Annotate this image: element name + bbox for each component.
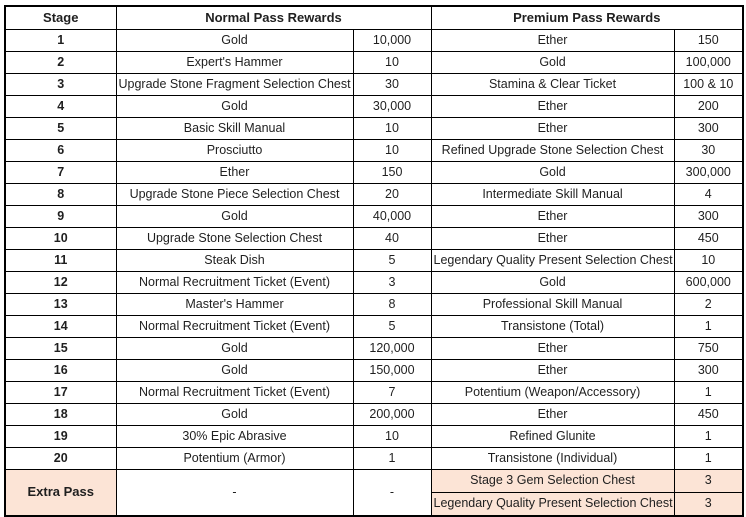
stage-cell: 4 [5, 96, 116, 118]
premium-item-cell: Gold [431, 52, 674, 74]
premium-item-cell: Ether [431, 30, 674, 52]
premium-item-cell: Ether [431, 404, 674, 426]
stage-cell: 11 [5, 250, 116, 272]
extra-normal-item-cell: - [116, 470, 353, 517]
premium-qty-cell: 100,000 [674, 52, 743, 74]
normal-qty-cell: 40 [353, 228, 431, 250]
premium-qty-cell: 1 [674, 426, 743, 448]
normal-item-cell: Gold [116, 30, 353, 52]
normal-qty-cell: 20 [353, 184, 431, 206]
premium-item-cell: Ether [431, 206, 674, 228]
table-row-stage-8 [5, 184, 743, 206]
stage-cell: 15 [5, 338, 116, 360]
table-row-stage-11 [5, 250, 743, 272]
normal-qty-cell: 40,000 [353, 206, 431, 228]
normal-qty-cell: 1 [353, 448, 431, 470]
table-row-stage-3 [5, 74, 743, 96]
table-row-stage-14 [5, 316, 743, 338]
premium-qty-cell: 300 [674, 360, 743, 382]
premium-qty-cell: 450 [674, 404, 743, 426]
normal-item-cell: Gold [116, 338, 353, 360]
normal-qty-cell: 10 [353, 52, 431, 74]
normal-qty-cell: 10 [353, 426, 431, 448]
table-row-stage-7 [5, 162, 743, 184]
premium-item-cell: Professional Skill Manual [431, 294, 674, 316]
premium-qty-cell: 1 [674, 382, 743, 404]
extra-normal-qty-cell: - [353, 470, 431, 517]
table-row-stage-16 [5, 360, 743, 382]
table-row-stage-1 [5, 30, 743, 52]
stage-cell: 3 [5, 74, 116, 96]
table-row-stage-4 [5, 96, 743, 118]
extra-premium-item-cell: Legendary Quality Present Selection Chest [431, 493, 674, 517]
extra-premium-qty-cell: 3 [674, 493, 743, 517]
stage-cell: 6 [5, 140, 116, 162]
table-row-stage-5 [5, 118, 743, 140]
header-normal-rewards: Normal Pass Rewards [116, 6, 431, 30]
table-row-stage-19 [5, 426, 743, 448]
stage-cell: 17 [5, 382, 116, 404]
normal-item-cell: Normal Recruitment Ticket (Event) [116, 382, 353, 404]
normal-qty-cell: 10,000 [353, 30, 431, 52]
normal-qty-cell: 200,000 [353, 404, 431, 426]
stage-cell: 14 [5, 316, 116, 338]
premium-qty-cell: 1 [674, 316, 743, 338]
normal-item-cell: Expert's Hammer [116, 52, 353, 74]
extra-premium-qty-cell: 3 [674, 470, 743, 493]
pass-rewards-table [4, 5, 744, 517]
premium-item-cell: Gold [431, 272, 674, 294]
premium-item-cell: Gold [431, 162, 674, 184]
premium-item-cell: Ether [431, 96, 674, 118]
table-row-stage-18 [5, 404, 743, 426]
premium-item-cell: Legendary Quality Present Selection Chest [431, 250, 674, 272]
stage-cell: 13 [5, 294, 116, 316]
normal-item-cell: Ether [116, 162, 353, 184]
table-row-stage-20 [5, 448, 743, 470]
normal-qty-cell: 5 [353, 250, 431, 272]
normal-qty-cell: 7 [353, 382, 431, 404]
extra-premium-item-cell: Stage 3 Gem Selection Chest [431, 470, 674, 493]
premium-qty-cell: 300,000 [674, 162, 743, 184]
table-row-stage-9 [5, 206, 743, 228]
premium-item-cell: Potentium (Weapon/Accessory) [431, 382, 674, 404]
premium-qty-cell: 100 & 10 [674, 74, 743, 96]
premium-qty-cell: 750 [674, 338, 743, 360]
normal-item-cell: Master's Hammer [116, 294, 353, 316]
premium-item-cell: Transistone (Individual) [431, 448, 674, 470]
normal-item-cell: Basic Skill Manual [116, 118, 353, 140]
normal-item-cell: Upgrade Stone Selection Chest [116, 228, 353, 250]
premium-qty-cell: 200 [674, 96, 743, 118]
normal-item-cell: Normal Recruitment Ticket (Event) [116, 316, 353, 338]
premium-qty-cell: 10 [674, 250, 743, 272]
premium-qty-cell: 4 [674, 184, 743, 206]
premium-qty-cell: 30 [674, 140, 743, 162]
premium-item-cell: Stamina & Clear Ticket [431, 74, 674, 96]
table-header [5, 6, 743, 30]
normal-item-cell: Steak Dish [116, 250, 353, 272]
stage-cell: 9 [5, 206, 116, 228]
normal-item-cell: Prosciutto [116, 140, 353, 162]
normal-qty-cell: 30,000 [353, 96, 431, 118]
table-row-stage-17 [5, 382, 743, 404]
normal-item-cell: Gold [116, 404, 353, 426]
table-row-stage-6 [5, 140, 743, 162]
stage-cell: 8 [5, 184, 116, 206]
normal-item-cell: Gold [116, 96, 353, 118]
premium-item-cell: Refined Upgrade Stone Selection Chest [431, 140, 674, 162]
normal-qty-cell: 10 [353, 118, 431, 140]
table-row-stage-13 [5, 294, 743, 316]
stage-cell: 20 [5, 448, 116, 470]
normal-item-cell: Upgrade Stone Piece Selection Chest [116, 184, 353, 206]
premium-item-cell: Ether [431, 338, 674, 360]
extra-pass-row-1 [5, 470, 743, 493]
header-row [5, 6, 743, 30]
header-premium-rewards: Premium Pass Rewards [431, 6, 743, 30]
normal-qty-cell: 5 [353, 316, 431, 338]
extra-pass-label: Extra Pass [5, 470, 116, 517]
premium-qty-cell: 600,000 [674, 272, 743, 294]
stage-cell: 18 [5, 404, 116, 426]
premium-qty-cell: 300 [674, 118, 743, 140]
stage-cell: 7 [5, 162, 116, 184]
normal-item-cell: Normal Recruitment Ticket (Event) [116, 272, 353, 294]
normal-qty-cell: 150,000 [353, 360, 431, 382]
normal-item-cell: Potentium (Armor) [116, 448, 353, 470]
stage-cell: 1 [5, 30, 116, 52]
premium-item-cell: Ether [431, 118, 674, 140]
premium-qty-cell: 450 [674, 228, 743, 250]
table-row-stage-15 [5, 338, 743, 360]
normal-item-cell: Upgrade Stone Fragment Selection Chest [116, 74, 353, 96]
normal-item-cell: Gold [116, 206, 353, 228]
normal-item-cell: 30% Epic Abrasive [116, 426, 353, 448]
premium-qty-cell: 150 [674, 30, 743, 52]
premium-item-cell: Transistone (Total) [431, 316, 674, 338]
normal-qty-cell: 30 [353, 74, 431, 96]
stage-cell: 2 [5, 52, 116, 74]
table-row-stage-10 [5, 228, 743, 250]
normal-qty-cell: 8 [353, 294, 431, 316]
premium-item-cell: Intermediate Skill Manual [431, 184, 674, 206]
stage-cell: 12 [5, 272, 116, 294]
normal-qty-cell: 150 [353, 162, 431, 184]
premium-qty-cell: 2 [674, 294, 743, 316]
table-row-stage-12 [5, 272, 743, 294]
normal-qty-cell: 120,000 [353, 338, 431, 360]
stage-cell: 16 [5, 360, 116, 382]
table-row-stage-2 [5, 52, 743, 74]
normal-qty-cell: 10 [353, 140, 431, 162]
stage-cell: 5 [5, 118, 116, 140]
premium-item-cell: Ether [431, 360, 674, 382]
normal-item-cell: Gold [116, 360, 353, 382]
premium-item-cell: Ether [431, 228, 674, 250]
header-stage: Stage [5, 6, 116, 30]
normal-qty-cell: 3 [353, 272, 431, 294]
premium-qty-cell: 300 [674, 206, 743, 228]
premium-item-cell: Refined Glunite [431, 426, 674, 448]
stage-cell: 10 [5, 228, 116, 250]
stage-cell: 19 [5, 426, 116, 448]
premium-qty-cell: 1 [674, 448, 743, 470]
